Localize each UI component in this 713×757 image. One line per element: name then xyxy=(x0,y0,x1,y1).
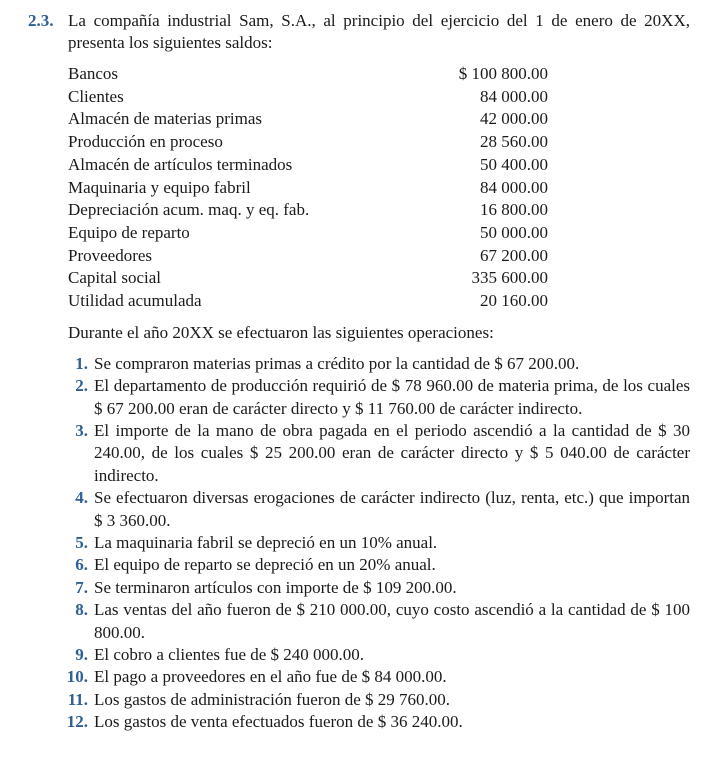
operation-number: 11. xyxy=(67,689,88,709)
operation-item xyxy=(28,689,690,711)
balance-row xyxy=(68,245,548,268)
balance-amount: 67 200.00 xyxy=(480,245,548,265)
balance-amount: 84 000.00 xyxy=(480,177,548,197)
balance-row xyxy=(68,199,548,222)
operations-intro: Durante el año 20XX se efectuaron las siguientes operaciones: xyxy=(68,322,494,342)
balance-amount: 50 000.00 xyxy=(480,222,548,242)
operation-item xyxy=(28,532,690,554)
operation-number: 8. xyxy=(75,600,88,620)
problem-statement: La compañía industrial Sam, S.A., al principio del ejercicio del 1 de enero de 20XX, presenta los siguientes saldos: xyxy=(68,11,690,52)
balance-row xyxy=(68,131,548,154)
operation-item xyxy=(28,420,690,487)
balance-account: Maquinaria y equipo fabril xyxy=(68,177,251,197)
balance-account: Clientes xyxy=(68,86,124,106)
operation-text: El cobro a clientes fue de $ 240 000.00. xyxy=(94,645,365,665)
operation-item xyxy=(28,711,690,733)
balance-row xyxy=(68,177,548,200)
operation-number: 2. xyxy=(75,376,88,396)
balance-account: Almacén de materias primas xyxy=(68,109,263,129)
balance-row xyxy=(68,154,548,177)
problem-2-3 xyxy=(28,10,690,734)
operation-item xyxy=(28,353,690,375)
balance-account: Equipo de reparto xyxy=(68,222,190,242)
balance-row xyxy=(68,63,548,86)
operation-text: Las ventas del año fueron de $ 210 000.00, cuyo costo ascendió a la cantidad de $ 100 800.00. xyxy=(94,600,690,642)
balance-amount: 42 000.00 xyxy=(480,109,548,129)
operation-number: 1. xyxy=(75,353,88,373)
operation-number: 9. xyxy=(75,645,88,665)
balance-account: Proveedores xyxy=(68,245,153,265)
balance-account: Utilidad acumulada xyxy=(68,291,202,311)
operation-text: El pago a proveedores en el año fue de $ 84 000.00. xyxy=(94,667,447,687)
operation-item xyxy=(28,599,690,644)
operation-number: 10. xyxy=(66,667,88,687)
balance-account: Producción en proceso xyxy=(68,132,223,152)
operation-item xyxy=(28,577,690,599)
problem-number: 2.3. xyxy=(28,11,54,30)
operation-text: Se efectuaron diversas erogaciones de carácter indirecto (luz, renta, etc.) que importan $ 3 360.00. xyxy=(94,488,690,530)
operation-number: 12. xyxy=(66,712,88,732)
balance-amount: $ 100 800.00 xyxy=(458,64,548,83)
operation-item xyxy=(28,487,690,532)
operation-number: 5. xyxy=(75,532,88,552)
operation-item xyxy=(28,644,690,666)
operation-item xyxy=(28,375,690,420)
balance-account: Capital social xyxy=(68,268,162,288)
balance-row xyxy=(68,290,548,313)
operation-number: 6. xyxy=(75,555,88,575)
balance-row xyxy=(68,267,548,290)
balance-amount: 20 160.00 xyxy=(480,291,548,311)
operation-text: La maquinaria fabril se depreció en un 10% anual. xyxy=(94,532,438,552)
balance-row xyxy=(68,86,548,109)
operation-text: El importe de la mano de obra pagada en el periodo ascendió a la cantidad de $ 30 240.00, de los cuales $ 25 200.00 eran de carácter directo y $ 5 040.00 de carácter indirecto. xyxy=(94,420,690,485)
operation-number: 4. xyxy=(75,488,88,508)
balance-amount: 16 800.00 xyxy=(480,200,548,220)
operation-item xyxy=(28,666,690,688)
balance-amount: 84 000.00 xyxy=(480,86,548,106)
operation-text: Se terminaron artículos con importe de $ 109 200.00. xyxy=(94,577,457,597)
balance-amount: 50 400.00 xyxy=(480,154,548,174)
operation-item xyxy=(28,554,690,576)
problem-header xyxy=(28,10,690,54)
balance-account: Almacén de artículos terminados xyxy=(68,154,293,174)
operation-text: El equipo de reparto se depreció en un 20% anual. xyxy=(94,555,436,575)
balance-amount: 28 560.00 xyxy=(480,132,548,152)
operation-number: 3. xyxy=(75,420,88,440)
balance-amount: 335 600.00 xyxy=(471,268,548,288)
balance-row xyxy=(68,222,548,245)
balance-row xyxy=(68,108,548,131)
operations-list xyxy=(28,353,690,734)
balance-account: Bancos xyxy=(68,64,119,83)
operation-text: Los gastos de administración fueron de $ 29 760.00. xyxy=(94,689,450,709)
balances-table xyxy=(68,63,548,313)
operation-text: Los gastos de venta efectuados fueron de $ 36 240.00. xyxy=(94,712,463,732)
operation-text: Se compraron materias primas a crédito por la cantidad de $ 67 200.00. xyxy=(94,353,580,373)
balance-account: Depreciación acum. maq. y eq. fab. xyxy=(68,200,310,220)
operation-number: 7. xyxy=(75,577,88,597)
operation-text: El departamento de producción requirió de $ 78 960.00 de materia prima, de los cuales $ 67 200.00 eran de carácter directo y $ 11 760.00 de carácter indirecto. xyxy=(94,376,690,418)
